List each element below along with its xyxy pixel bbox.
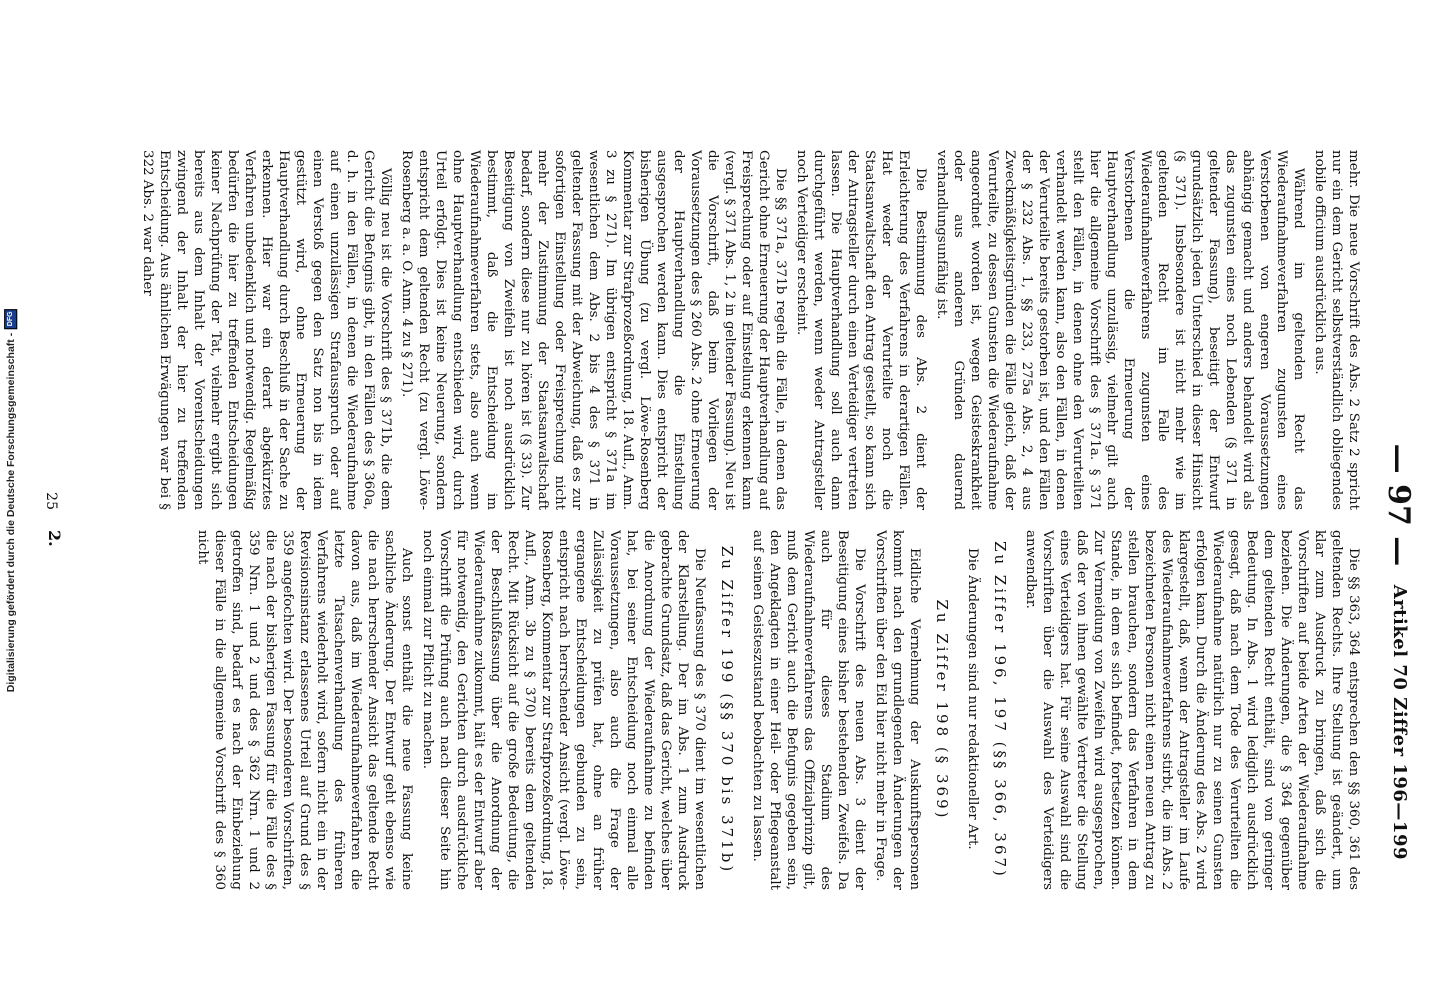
paragraph: Die Neufassung des § 370 dient im wesentlichen der Klarstellung. Der im Abs. 1 zum Ausdruck gebrachte Grundsatz, daß das Gericht, welches über die Anordnung der Wiederaufnahme zu befinden hat, bei seiner Entscheidung noch einmal alle Voraussetzungen, also auch die Frage der Zulässigkeit zu prüfen hat, ohne an früher ergangene Entscheidungen gebunden zu sein, entspricht nach herrschender Ansicht (vergl. Löwe-Rosenberg, Kommentar zur Strafprozeßordnung, 18. Aufl., Anm. 3b zu § 370) bereits dem geltenden Recht. Mit Rücksicht auf die große Bedeutung, die der Beschlußfassung über die Anordnung der Wiederaufnahme zukommt, hält es der Entwurf aber für notwendig, den Gerichten durch ausdrückliche Vorschrift die Prüfung auch nach dieser Seite hin noch einmal zur Pflicht zu machen. [420,530,707,890]
paragraph: Völlig neu ist die Vorschrift des § 371b, die dem Gericht die Befugnis gibt, in den Fällen des § 360a, d. h. in den Fällen, in denen die Wiederaufnahme auf einen unzulässigen Strafausspruch oder auf einen Verstoß gegen den Satz non bis in idem gestützt wird, ohne Erneuerung der Hauptverhandlung durch Beschluß in der Sache zu erkennen. Hier war ein derart abgekürztes Verfahren unbedenklich und notwendig. Regelmäßig bedürfen die hier zu treffenden Entscheidungen keiner Nachprüfung der Tat, vielmehr ergibt sich bereits aus dem Inhalt der Vorentscheidungen zwingend der Inhalt der hier zu treffenden Entscheidung. Aus ähnlichen Erwägungen war bei § 322 Abs. 2 war daher [140,150,393,510]
signature-mark: 2. [45,530,64,547]
paragraph: Eidliche Vernehmung der Auskunftspersonen kommt nach den grundlegenden Änderungen der Vorschriften über den Eid hier nicht mehr in Frage. [873,530,922,890]
paragraph: Die §§ 363, 364 entsprechen den §§ 360, 361 des geltenden Rechts. Ihre Stellung ist geändert, um klar zum Ausdruck zu bringen, daß sich die Vorschriften auf beide Arten der Wiederaufnahme beziehen. Die Änderungen, die § 364 gegenüber dem geltenden Recht enthält, sind von geringer Bedeutung. In Abs. 1 wird lediglich ausdrücklich gesagt, daß nach dem Tode des Verurteilten die Wiederaufnahme natürlich nur zu seinen Gunsten erfolgen kann. Durch die Änderung des Abs. 2 wird klargestellt, daß, wenn der Antragsteller im Laufe des Wiederaufnahmeverfahrens stirbt, die im Abs. 2 bezeichneten Personen nicht einen neuen Antrag zu stellen brauchen, sondern das Verfahren in dem Stande, in dem es sich befindet, fortsetzen können. Zur Vermeidung von Zweifeln wird ausgesprochen, daß der von ihnen gewählte Vertreter die Stellung eines Verteidigers hat. Für seine Auswahl sind die Vorschriften über die Auswahl des Verteidigers anwendbar. [1023,530,1361,890]
section-heading: Artikel 70 Ziffer 196—199 [1389,584,1410,860]
paragraph: Auch sonst enthält die neue Fassung keine sachliche Änderung. Der Entwurf geht ebenso wie die nach herrschender Ansicht das geltende Recht davon aus, daß im Wiederaufnahmeverfahren die letzte Tatsachenverhandlung des früheren Verfahrens wiederholt wird, sofern nicht ein in der Revisionsinstanz erlassenes Urteil auf Grund des § 359 angefochten wird. Der besonderen Vorschriften, die nach der bisherigen Fassung für die Fälle des § 359 Nrn. 1 und 2 und des § 362 Nrn. 1 und 2 getroffen sind, bedarf es nach der Einbeziehung dieser Fälle in die allgemeine Vorschrift des § 360 nicht [195,530,414,890]
paragraph: Die §§ 371a, 371b regeln die Fälle, in denen das Gericht ohne Erneuerung der Hauptverhandlung auf Freisprechung oder auf Einstellung erkennen kann (vergl. § 371 Abs. 1, 2 in geltender Fassung). Neu ist die Vorschrift, daß beim Vorliegen der Voraussetzungen des § 260 Abs. 2 ohne Erneuerung der Hauptverhandlung die Einstellung ausgesprochen werden kann. Dies entspricht der bisherigen Übung (zu vergl. Löwe-Rosenberg Kommentar zur Strafprozeßordnung, 18. Aufl., Anm. 3 zu § 271). Im übrigen entspricht § 371a im wesentlichen dem Abs. 2 bis 4 des § 371 in geltender Fassung mit der Abweichung, daß es zur sofortigen Einstellung oder Freisprechung nicht mehr der Zustimmung der Staatsanwaltschaft bedarf, sondern diese nur zu hören ist (§ 33). Zur Beseitigung von Zweifeln ist noch ausdrücklich bestimmt, daß die Entscheidung im Wiederaufnahmeverfahren stets, also auch wenn ohne Hauptverhandlung entschieden wird, durch Urteil erfolgt. Dies ist keine Neuerung, sondern entspricht dem geltenden Recht (zu vergl. Löwe-Rosenberg a. a. O. Anm. 4 zu § 271). [399,150,788,510]
right-column [62,150,1362,510]
running-head [1376,150,1416,860]
section-heading-198: Zu Ziffer 198 (§ 369) [933,599,951,821]
footer-number: 25 [43,492,59,510]
paragraph: Die Bestimmung des Abs. 2 dient der Erleichterung des Verfahrens in derartigen Fällen. Hat weder der Verurteilte noch die Staatsanwaltschaft den Antrag gestellt, so kann sich der Antragsteller durch einen Verteidiger vertreten lassen. Die Hauptverhandlung soll auch dann durchgeführt werden, wenn weder Antragsteller noch Verteidiger erscheint. [794,150,928,510]
paragraph: Die Änderungen sind nur redaktioneller Art. [965,548,980,850]
paragraph: Die Vorschrift des neuen Abs. 3 dient der Beseitigung eines bisher bestehenden Zweifels. Da auch für dieses Stadium des Wiederaufnahmeverfahrens das Offizialprinzip gilt, muß dem Gericht auch die Befugnis gegeben sein, den Angeklagten in einer Heil- oder Pflegeanstalt auf seinen Geisteszustand beobachten zu lassen. [750,530,867,890]
section-heading-199: Zu Ziffer 199 (§§ 370 bis 371b) [718,545,736,875]
section-heading-196: Zu Ziffer 196, 197 (§§ 366, 367) [991,541,1009,879]
digitization-credit [0,0,22,1000]
dfg-logo-icon: DFG [5,308,18,328]
paragraph: mehr. Die neue Vorschrift des Abs. 2 Satz 2 spricht nur ein dem Gericht selbstverständlich obliegendes nobile officium ausdrücklich aus. [1312,150,1361,510]
page-number: — 97 — [1381,443,1416,567]
paragraph: Während im geltenden Recht das Wiederaufnahmeverfahren zugunsten eines Verstorbenen von engeren Voraussetzungen abhängig gemacht und anders behandelt wird als das zugunsten eines noch Lebenden (§ 371 in geltender Fassung), beseitigt der Entwurf grundsätzlich jeden Unterschied in dieser Hinsicht (§ 371). Insbesondere ist nicht mehr wie im geltenden Recht im Falle des Wiederaufnahmeverfahrens zugunsten eines Verstorbenen die Erneuerung der Hauptverhandlung unzulässig, vielmehr gilt auch hier die allgemeine Vorschrift des § 371a. § 371 stellt den Fällen, in denen ohne den Verurteilten verhandelt werden kann, also den Fällen, in denen der Verurteilte bereits gestorben ist, und den Fällen der § 232 Abs. 1, §§ 233, 275a Abs. 2, 4 aus Zweckmäßigkeitsgründen die Fälle gleich, daß der Verurteilte, zu dessen Gunsten die Wiederaufnahme angeordnet worden ist, wegen Geisteskrankheit oder aus anderen Gründen dauernd verhandlungsunfähig ist. [934,150,1306,510]
left-column [62,530,1362,890]
credit-text: Digitalisierung gefördert durch die Deutsche Forschungsgemeinschaft - [5,332,18,692]
